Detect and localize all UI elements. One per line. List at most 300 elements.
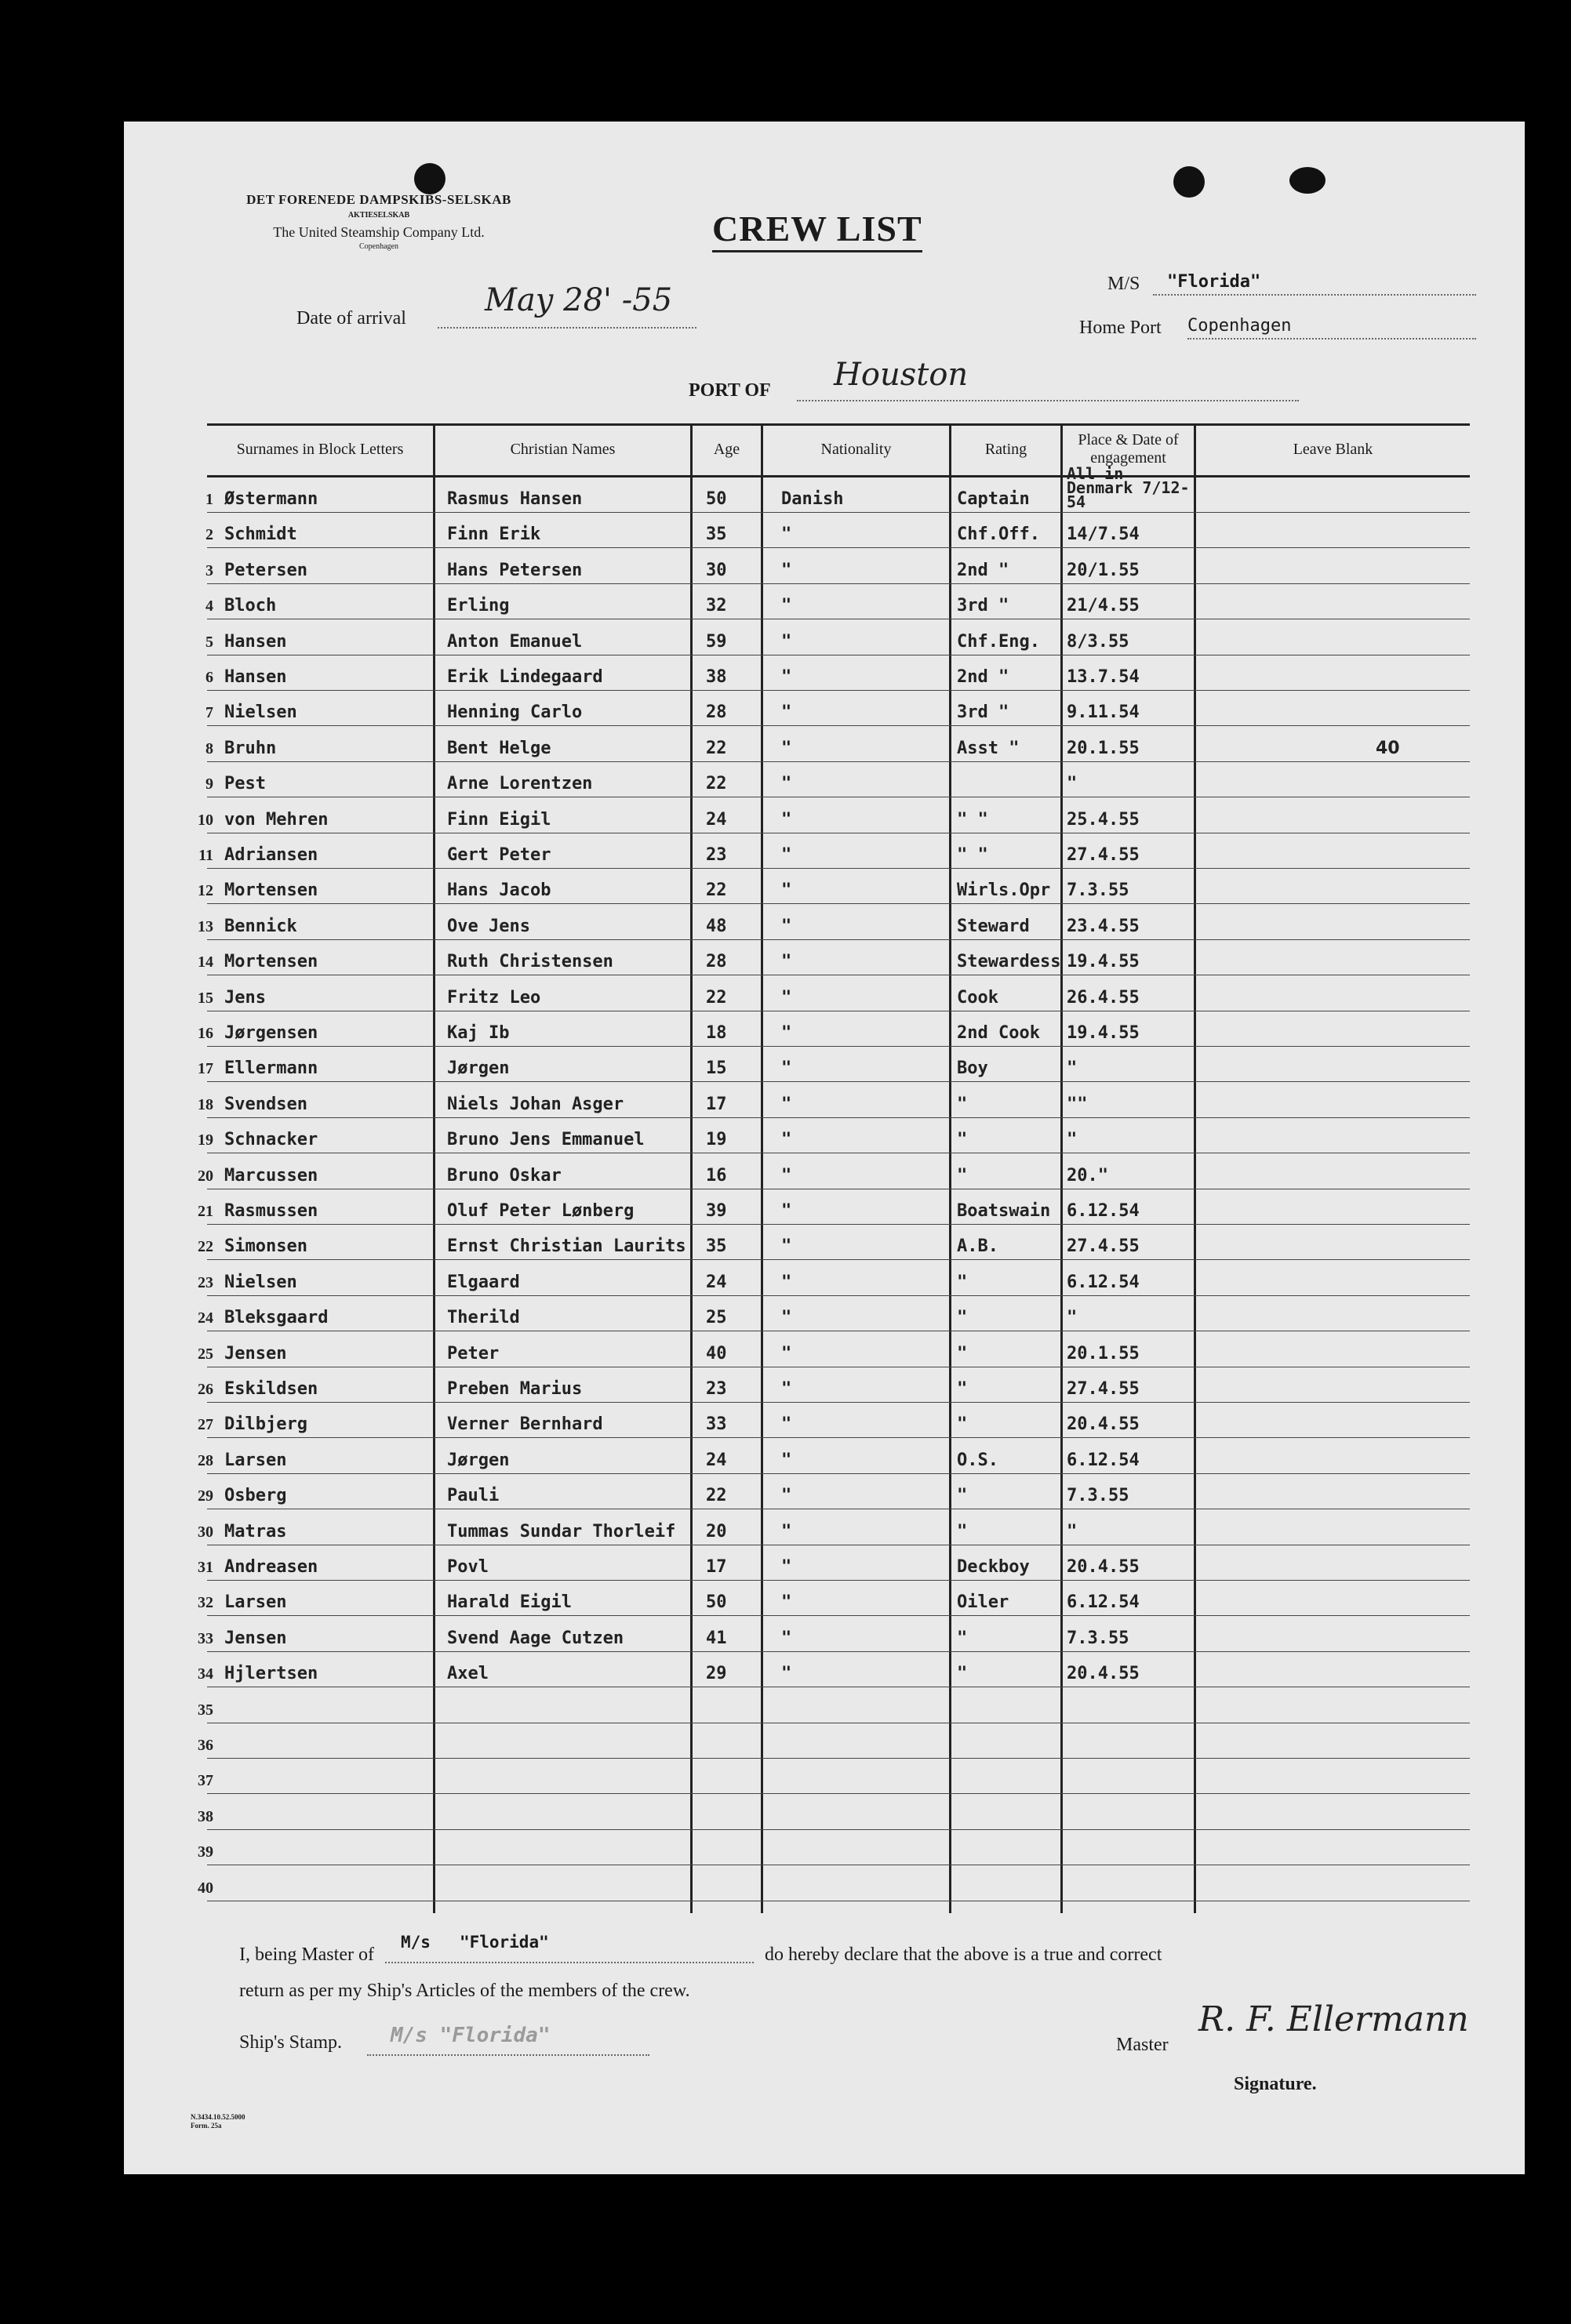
crew-table xyxy=(198,423,1470,1913)
crew-nationality: " xyxy=(781,1557,792,1577)
crew-age: 22 xyxy=(706,1486,727,1506)
crew-rating: " xyxy=(957,1414,968,1435)
declaration-ship-name: "Florida" xyxy=(459,1933,549,1952)
crew-engagement: 20.4.55 xyxy=(1067,1557,1140,1577)
crew-surname: von Mehren xyxy=(224,809,329,830)
crew-nationality: " xyxy=(781,1130,792,1150)
declaration-part3: return as per my Ship's Articles of the members of the crew. xyxy=(239,1981,690,2001)
crew-christian-names: Arne Lorentzen xyxy=(447,774,593,794)
table-row xyxy=(198,1580,1470,1616)
crew-surname: Mortensen xyxy=(224,881,318,901)
row-number: 30 xyxy=(198,1523,213,1541)
crew-rating: Stewardess xyxy=(957,952,1061,972)
crew-rating: " xyxy=(957,1664,968,1684)
page-title: CREW LIST xyxy=(712,208,922,252)
crew-christian-names: Pauli xyxy=(447,1486,500,1506)
table-row xyxy=(198,1758,1470,1794)
crew-rating: " " xyxy=(957,845,988,865)
crew-nationality: " xyxy=(781,1272,792,1292)
crew-age: 22 xyxy=(706,774,727,794)
crew-age: 28 xyxy=(706,703,727,723)
crew-rating: Chf.Off. xyxy=(957,525,1040,545)
crew-nationality: " xyxy=(781,952,792,972)
crew-engagement: 26.4.55 xyxy=(1067,987,1140,1008)
row-number: 14 xyxy=(198,953,213,971)
crew-age: 35 xyxy=(706,1236,727,1257)
master-label: Master xyxy=(1116,2035,1169,2055)
crew-nationality: " xyxy=(781,1664,792,1684)
table-row xyxy=(198,1295,1470,1331)
crew-engagement: 19.4.55 xyxy=(1067,952,1140,972)
crew-christian-names: Ove Jens xyxy=(447,916,530,936)
crew-rating: Oiler xyxy=(957,1592,1009,1613)
row-number: 2 xyxy=(205,526,213,544)
table-row xyxy=(198,868,1470,904)
table-row xyxy=(207,548,1470,584)
crew-age: 28 xyxy=(706,952,727,972)
row-number: 23 xyxy=(198,1273,213,1291)
crew-nationality: " xyxy=(781,560,792,580)
crew-surname: Jens xyxy=(224,987,266,1008)
crew-rating: Boatswain xyxy=(957,1201,1051,1221)
date-of-arrival-line xyxy=(438,327,696,329)
declaration-part1: I, being Master of xyxy=(239,1945,374,1965)
table-row xyxy=(198,1367,1470,1403)
crew-engagement: 20.4.55 xyxy=(1067,1414,1140,1435)
crew-rating: Captain xyxy=(957,489,1030,509)
table-row xyxy=(198,1794,1470,1830)
crew-rating: A.B. xyxy=(957,1236,998,1257)
crew-nationality: " xyxy=(781,1059,792,1079)
crew-age: 16 xyxy=(706,1165,727,1186)
crew-christian-names: Erling xyxy=(447,596,510,616)
row-number: 10 xyxy=(198,811,213,829)
crew-nationality: " xyxy=(781,1308,792,1328)
crew-surname: Hansen xyxy=(224,667,287,687)
port-of-line xyxy=(797,400,1299,401)
row-number: 28 xyxy=(198,1451,213,1469)
table-row xyxy=(207,726,1470,762)
crew-christian-names: Hans Jacob xyxy=(447,881,551,901)
crew-rating: " xyxy=(957,1308,968,1328)
crew-rating: " xyxy=(957,1486,968,1506)
table-row xyxy=(198,833,1470,869)
declaration-ship-prefix: M/s xyxy=(400,1933,431,1952)
crew-list-document xyxy=(124,122,1525,2174)
crew-surname: Eskildsen xyxy=(224,1379,318,1399)
crew-rating: " " xyxy=(957,809,988,830)
table-row xyxy=(198,1687,1470,1723)
row-number: 19 xyxy=(198,1131,213,1149)
company-english-name: The United Steamship Company Ltd. xyxy=(273,224,485,240)
crew-engagement: 23.4.55 xyxy=(1067,916,1140,936)
crew-christian-names: Bent Helge xyxy=(447,738,551,758)
home-port-line xyxy=(1187,338,1476,340)
crew-christian-names: Therild xyxy=(447,1308,520,1328)
company-name: DET FORENEDE DAMPSKIBS-SELSKAB xyxy=(246,192,511,207)
declaration-ship-line xyxy=(385,1933,754,1963)
crew-engagement: 6.12.54 xyxy=(1067,1592,1140,1613)
row-number: 35 xyxy=(198,1701,213,1719)
table-row xyxy=(207,690,1470,726)
crew-age: 22 xyxy=(706,738,727,758)
crew-engagement: 9.11.54 xyxy=(1067,703,1140,723)
table-row xyxy=(198,1224,1470,1260)
crew-age: 29 xyxy=(706,1664,727,1684)
row-number: 25 xyxy=(198,1345,213,1363)
crew-nationality: " xyxy=(781,1628,792,1648)
crew-nationality: " xyxy=(781,738,792,758)
crew-engagement: " xyxy=(1067,1308,1078,1328)
crew-christian-names: Povl xyxy=(447,1557,489,1577)
crew-age: 23 xyxy=(706,1379,727,1399)
table-row xyxy=(198,1473,1470,1509)
crew-nationality: " xyxy=(781,1201,792,1221)
crew-engagement: " xyxy=(1067,1059,1078,1079)
crew-age: 48 xyxy=(706,916,727,936)
crew-christian-names: Ruth Christensen xyxy=(447,952,613,972)
crew-rating: " xyxy=(957,1343,968,1364)
crew-surname: Larsen xyxy=(224,1592,287,1613)
row-number: 17 xyxy=(198,1060,213,1078)
crew-christian-names: Gert Peter xyxy=(447,845,551,865)
header-leave-blank: Leave Blank xyxy=(1293,440,1373,458)
row-number: 1 xyxy=(205,491,213,508)
crew-age: 50 xyxy=(706,1592,727,1613)
table-row xyxy=(198,797,1470,833)
crew-engagement: 8/3.55 xyxy=(1067,631,1129,652)
crew-age: 24 xyxy=(706,1450,727,1470)
crew-nationality: " xyxy=(781,1486,792,1506)
master-signature: R. F. Ellermann xyxy=(1198,1999,1469,2039)
crew-surname: Østermann xyxy=(224,489,318,509)
crew-nationality: " xyxy=(781,631,792,652)
form-number-line2: Form. 25a xyxy=(191,2122,222,2130)
crew-engagement: 7.3.55 xyxy=(1067,1628,1129,1648)
crew-nationality: " xyxy=(781,1592,792,1613)
table-row xyxy=(198,1651,1470,1687)
crew-engagement: 20/1.55 xyxy=(1067,560,1140,580)
table-row xyxy=(198,939,1470,975)
row-number: 5 xyxy=(205,633,213,651)
crew-nationality: " xyxy=(781,596,792,616)
header-age: Age xyxy=(713,440,740,458)
crew-rating: Cook xyxy=(957,987,998,1008)
row-number: 37 xyxy=(198,1772,213,1790)
row-number: 13 xyxy=(198,917,213,935)
row-number: 38 xyxy=(198,1807,213,1825)
crew-nationality: " xyxy=(781,809,792,830)
crew-surname: Jensen xyxy=(224,1628,287,1648)
row-number: 39 xyxy=(198,1843,213,1861)
crew-engagement: " xyxy=(1067,1521,1078,1541)
crew-christian-names: Oluf Peter Lønberg xyxy=(447,1201,635,1221)
crew-surname: Schmidt xyxy=(224,525,297,545)
crew-rating: O.S. xyxy=(957,1450,998,1470)
home-port-value: Copenhagen xyxy=(1187,316,1292,336)
crew-surname: Ellermann xyxy=(224,1059,318,1079)
crew-christian-names: Jørgen xyxy=(447,1450,510,1470)
crew-christian-names: Elgaard xyxy=(447,1272,520,1292)
crew-age: 15 xyxy=(706,1059,727,1079)
crew-surname: Schnacker xyxy=(224,1130,318,1150)
header-engagement: Place & Date of engagement xyxy=(1078,431,1179,467)
crew-surname: Marcussen xyxy=(224,1165,318,1186)
crew-surname: Hjlertsen xyxy=(224,1664,318,1684)
form-number xyxy=(191,2113,245,2130)
crew-age: 22 xyxy=(706,881,727,901)
crew-nationality: " xyxy=(781,1521,792,1541)
crew-nationality: " xyxy=(781,1236,792,1257)
ships-stamp-line xyxy=(367,2054,649,2056)
crew-christian-names: Jørgen xyxy=(447,1059,510,1079)
crew-engagement: 6.12.54 xyxy=(1067,1272,1140,1292)
crew-christian-names: Erik Lindegaard xyxy=(447,667,603,687)
crew-christian-names: Henning Carlo xyxy=(447,703,583,723)
crew-rating: " xyxy=(957,1379,968,1399)
crew-engagement: 20.1.55 xyxy=(1067,1343,1140,1364)
ships-stamp-label: Ship's Stamp. xyxy=(239,2032,343,2053)
row-number: 36 xyxy=(198,1737,213,1754)
crew-engagement: All in Denmark 7/12-54 xyxy=(1067,464,1190,511)
crew-surname: Nielsen xyxy=(224,1272,297,1292)
crew-age: 17 xyxy=(706,1557,727,1577)
crew-nationality: " xyxy=(781,774,792,794)
crew-surname: Mortensen xyxy=(224,952,318,972)
crew-rating: Boy xyxy=(957,1059,988,1079)
crew-engagement: 20." xyxy=(1067,1165,1108,1186)
crew-nationality: " xyxy=(781,1450,792,1470)
table-row xyxy=(207,619,1470,655)
row-number: 6 xyxy=(205,669,213,686)
crew-age: 33 xyxy=(706,1414,727,1435)
crew-christian-names: Anton Emanuel xyxy=(447,631,583,652)
ship-prefix: M/S xyxy=(1107,274,1140,294)
table-row xyxy=(207,761,1470,797)
crew-surname: Osberg xyxy=(224,1486,287,1506)
crew-christian-names: Tummas Sundar Thorleif xyxy=(447,1521,676,1541)
row-number: 15 xyxy=(198,989,213,1007)
table-row xyxy=(198,1046,1470,1082)
declaration xyxy=(239,1933,1463,2009)
row-number: 24 xyxy=(198,1309,213,1327)
row-number: 34 xyxy=(198,1665,213,1683)
crew-christian-names: Svend Aage Cutzen xyxy=(447,1628,624,1648)
crew-engagement: 14/7.54 xyxy=(1067,525,1140,545)
crew-age: 50 xyxy=(706,489,727,509)
punch-hole xyxy=(1289,167,1326,194)
date-of-arrival-label: Date of arrival xyxy=(296,308,406,329)
crew-rating: " xyxy=(957,1628,968,1648)
crew-age: 24 xyxy=(706,1272,727,1292)
table-row xyxy=(198,1509,1470,1545)
port-of-value: Houston xyxy=(834,357,969,393)
table-row xyxy=(198,1082,1470,1118)
crew-engagement: 27.4.55 xyxy=(1067,845,1140,865)
crew-surname: Svendsen xyxy=(224,1094,307,1114)
crew-age: 32 xyxy=(706,596,727,616)
crew-age: 18 xyxy=(706,1023,727,1043)
crew-nationality: " xyxy=(781,1094,792,1114)
crew-rating: 3rd " xyxy=(957,703,1009,723)
crew-surname: Jørgensen xyxy=(224,1023,318,1043)
table-row xyxy=(198,1117,1470,1153)
row-number: 26 xyxy=(198,1381,213,1398)
punch-hole xyxy=(1173,166,1205,198)
crew-nationality: " xyxy=(781,916,792,936)
port-of-label: PORT OF xyxy=(689,380,771,401)
row-number: 32 xyxy=(198,1594,213,1612)
crew-engagement: "" xyxy=(1067,1094,1088,1114)
crew-engagement: " xyxy=(1067,774,1078,794)
crew-age: 30 xyxy=(706,560,727,580)
crew-surname: Dilbjerg xyxy=(224,1414,307,1435)
crew-christian-names: Preben Marius xyxy=(447,1379,583,1399)
table-row xyxy=(198,1829,1470,1865)
table-row xyxy=(198,975,1470,1011)
crew-surname: Nielsen xyxy=(224,703,297,723)
crew-engagement: 21/4.55 xyxy=(1067,596,1140,616)
crew-age: 25 xyxy=(706,1308,727,1328)
crew-nationality: " xyxy=(781,525,792,545)
table-row xyxy=(198,1438,1470,1474)
crew-rating: Wirls.Opr xyxy=(957,881,1051,901)
crew-age: 59 xyxy=(706,631,727,652)
row-number: 16 xyxy=(198,1025,213,1042)
table-row xyxy=(198,1723,1470,1759)
crew-rating: Asst " xyxy=(957,738,1020,758)
header-surname: Surnames in Block Letters xyxy=(236,440,404,458)
crew-nationality: " xyxy=(781,845,792,865)
header-rating: Rating xyxy=(984,440,1027,458)
crew-surname: Rasmussen xyxy=(224,1201,318,1221)
header-nationality: Nationality xyxy=(820,440,892,458)
crew-christian-names: Fritz Leo xyxy=(447,987,541,1008)
crew-nationality: " xyxy=(781,1343,792,1364)
crew-rating: " xyxy=(957,1165,968,1186)
table-row xyxy=(207,655,1470,691)
crew-nationality: " xyxy=(781,667,792,687)
row-number: 8 xyxy=(205,739,213,757)
row-number: 27 xyxy=(198,1416,213,1434)
crew-surname: Simonsen xyxy=(224,1236,307,1257)
crew-surname: Jensen xyxy=(224,1343,287,1364)
crew-nationality: " xyxy=(781,1379,792,1399)
crew-age: 41 xyxy=(706,1628,727,1648)
company-type: AKTIESELSKAB xyxy=(347,211,410,220)
row-number: 31 xyxy=(198,1559,213,1576)
ships-stamp-value: M/s "Florida" xyxy=(391,2024,551,2047)
table-row xyxy=(198,904,1470,940)
home-port-label: Home Port xyxy=(1079,318,1162,338)
signature-label: Signature. xyxy=(1234,2074,1317,2094)
table-row xyxy=(198,1011,1470,1047)
table-row xyxy=(198,1865,1470,1901)
row-number: 11 xyxy=(198,847,213,864)
row-number: 9 xyxy=(205,775,213,793)
crew-nationality: " xyxy=(781,881,792,901)
crew-engagement: " xyxy=(1067,1130,1078,1150)
row-number: 29 xyxy=(198,1487,213,1505)
crew-rating: 2nd " xyxy=(957,560,1009,580)
table-row xyxy=(198,1331,1470,1367)
table-row xyxy=(198,1545,1470,1581)
crew-engagement: 7.3.55 xyxy=(1067,881,1129,901)
crew-age: 24 xyxy=(706,809,727,830)
crew-christian-names: Rasmus Hansen xyxy=(447,489,583,509)
crew-age: 40 xyxy=(706,1343,727,1364)
crew-surname: Petersen xyxy=(224,560,307,580)
date-of-arrival-value: May 28' -55 xyxy=(485,282,673,318)
crew-engagement: 6.12.54 xyxy=(1067,1450,1140,1470)
row-number: 33 xyxy=(198,1629,213,1647)
crew-surname: Adriansen xyxy=(224,845,318,865)
crew-age: 35 xyxy=(706,525,727,545)
crew-rating: 3rd " xyxy=(957,596,1009,616)
crew-christian-names: Bruno Jens Emmanuel xyxy=(447,1130,645,1150)
crew-surname: Bennick xyxy=(224,916,297,936)
crew-leave-blank: 40 xyxy=(1376,738,1400,758)
crew-rating: " xyxy=(957,1130,968,1150)
crew-engagement: 6.12.54 xyxy=(1067,1201,1140,1221)
table-row xyxy=(198,1153,1470,1189)
crew-age: 22 xyxy=(706,987,727,1008)
crew-nationality: " xyxy=(781,987,792,1008)
crew-christian-names: Axel xyxy=(447,1664,489,1684)
crew-nationality: " xyxy=(781,1165,792,1186)
crew-nationality: " xyxy=(781,703,792,723)
crew-age: 39 xyxy=(706,1201,727,1221)
row-number: 40 xyxy=(198,1879,213,1897)
table-row xyxy=(198,1189,1470,1225)
crew-age: 38 xyxy=(706,667,727,687)
ship-name: "Florida" xyxy=(1167,272,1261,292)
crew-engagement: 20.4.55 xyxy=(1067,1664,1140,1684)
ship-name-line xyxy=(1153,294,1476,296)
crew-engagement: 27.4.55 xyxy=(1067,1236,1140,1257)
table-row xyxy=(198,1260,1470,1296)
crew-rating: Deckboy xyxy=(957,1557,1030,1577)
crew-age: 20 xyxy=(706,1521,727,1541)
table-row xyxy=(198,1616,1470,1652)
form-number-line1: N.3434.10.52.5000 xyxy=(191,2113,245,2121)
company-header xyxy=(210,192,547,251)
crew-surname: Bruhn xyxy=(224,738,277,758)
crew-nationality: " xyxy=(781,1414,792,1435)
crew-rating: Chf.Eng. xyxy=(957,631,1040,652)
crew-engagement: 19.4.55 xyxy=(1067,1023,1140,1043)
table-row xyxy=(207,583,1470,619)
crew-christian-names: Finn Erik xyxy=(447,525,541,545)
crew-surname: Bleksgaard xyxy=(224,1308,329,1328)
row-number: 4 xyxy=(205,597,213,615)
crew-surname: Bloch xyxy=(224,596,277,616)
crew-christian-names: Ernst Christian Laurits xyxy=(447,1236,686,1257)
crew-surname: Matras xyxy=(224,1521,287,1541)
declaration-part2: do hereby declare that the above is a true and correct xyxy=(764,1945,1162,1965)
crew-nationality: Danish xyxy=(781,489,844,509)
crew-surname: Hansen xyxy=(224,631,287,652)
crew-nationality: " xyxy=(781,1023,792,1043)
crew-christian-names: Peter xyxy=(447,1343,500,1364)
row-number: 12 xyxy=(198,882,213,900)
row-number: 20 xyxy=(198,1167,213,1185)
row-number: 22 xyxy=(198,1238,213,1256)
table-top-rule xyxy=(207,423,1470,426)
company-city: Copenhagen xyxy=(359,242,398,251)
crew-engagement: 13.7.54 xyxy=(1067,667,1140,687)
crew-christian-names: Niels Johan Asger xyxy=(447,1094,624,1114)
